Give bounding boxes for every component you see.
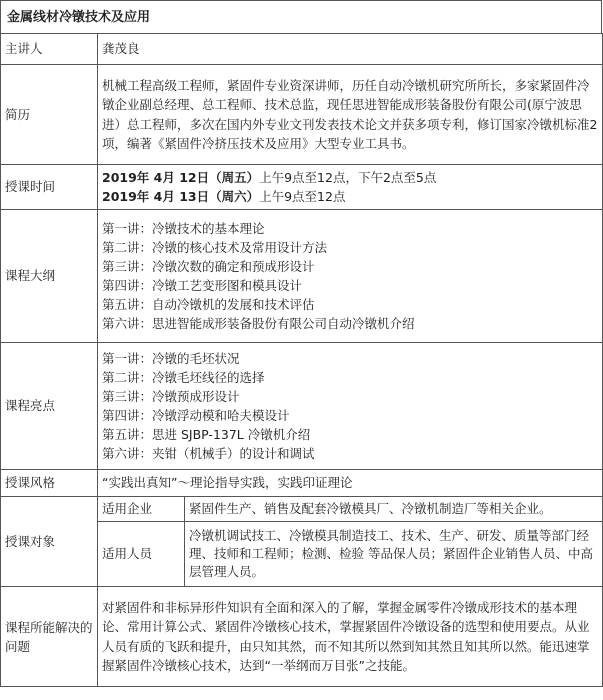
enterprises-value: 紧固件生产、销售及配套冷镦模具厂、冷镦机制造厂等相关企业。 xyxy=(185,497,603,522)
bio-row xyxy=(1,65,603,165)
audience-label: 授课对象 xyxy=(1,497,98,587)
page-title: 金属线材冷镦技术及应用 xyxy=(0,0,602,33)
speaker-label: 主讲人 xyxy=(1,34,98,65)
schedule-time: 上午9点至12点 xyxy=(259,189,346,204)
outline-row xyxy=(1,210,603,343)
solves-text: 对紧固件和非标异形件知识有全面和深入的了解，掌握金属零件冷镦成形技术的基本理论、常用计算公式、紧固件冷镦核心技术，掌握紧固件冷镦设备的选型和使用要点。从业人员有质的飞跃和提升，由只知其然，而不知其所以然到知其然且知其所以然。能迅速掌握紧固件冷镦核心技术，达到“一举纲而万目张”之技能。 xyxy=(98,587,603,687)
list-item: 第一讲：冷镦技术的基本理论 xyxy=(102,221,265,236)
list-item: 第三讲：冷镦次数的确定和预成形设计 xyxy=(102,259,315,274)
solves-label: 课程所能解决的问题 xyxy=(1,587,98,687)
highlights-list xyxy=(98,343,603,470)
speaker-name: 龚茂良 xyxy=(98,34,603,65)
list-item: 第五讲：思进 SJBP-137L 冷镦机介绍 xyxy=(102,427,311,442)
style-row xyxy=(1,470,603,497)
course-info-table xyxy=(0,33,603,687)
personnel-value: 冷镦机调试技工、冷镦模具制造技工、技术、生产、研发、质量等部门经理、技师和工程师；检测、检验 等品保人员；紧固件企业销售人员、中高层管理人员。 xyxy=(185,522,603,587)
solves-row xyxy=(1,587,603,687)
highlights-label: 课程亮点 xyxy=(1,343,98,470)
list-item: 第六讲：思进智能成形装备股份有限公司自动冷镦机介绍 xyxy=(102,316,415,331)
audience-enterprises-row xyxy=(1,497,603,522)
list-item: 第五讲：自动冷镦机的发展和技术评估 xyxy=(102,297,315,312)
personnel-label: 适用人员 xyxy=(98,522,185,587)
schedule-lines xyxy=(98,165,603,210)
speaker-row xyxy=(1,34,603,65)
enterprises-label: 适用企业 xyxy=(98,497,185,522)
schedule-row xyxy=(1,165,603,210)
highlights-row xyxy=(1,343,603,470)
list-item: 第四讲：冷镦工艺变形图和模具设计 xyxy=(102,278,303,293)
style-value: “实践出真知”～理论指导实践，实践印证理论 xyxy=(98,470,603,497)
schedule-line xyxy=(102,168,598,187)
style-label: 授课风格 xyxy=(1,470,98,497)
schedule-line xyxy=(102,187,598,206)
list-item: 第二讲：冷镦的核心技术及常用设计方法 xyxy=(102,240,328,255)
bio-text: 机械工程高级工程师，紧固件专业资深讲师，历任自动冷镦机研究所所长，多家紧固件冷镦企业副总经理、总工程师、技术总监，现任思进智能成形装备股份有限公司(原宁波思进）总工程师，多次在国内外专业文刊发表技术论文并获多项专利，修订国家冷镦机标准2项，编著《紧固件冷挤压技术及应用》大型专业工具书。 xyxy=(98,65,603,165)
list-item: 第四讲：冷镦浮动模和哈夫模设计 xyxy=(102,408,290,423)
outline-list xyxy=(98,210,603,343)
schedule-date: 2019年 4月 13日（周六） xyxy=(102,189,260,204)
list-item: 第一讲：冷镦的毛坯状况 xyxy=(102,351,240,366)
outline-label: 课程大纲 xyxy=(1,210,98,343)
schedule-date: 2019年 4月 12日（周五） xyxy=(102,170,260,185)
list-item: 第三讲：冷镦预成形设计 xyxy=(102,389,240,404)
list-item: 第六讲：夹钳（机械手）的设计和调试 xyxy=(102,446,315,461)
bio-label: 简历 xyxy=(1,65,98,165)
schedule-label: 授课时间 xyxy=(1,165,98,210)
schedule-time: 上午9点至12点，下午2点至5点 xyxy=(259,170,437,185)
list-item: 第二讲：冷镦毛坯线径的选择 xyxy=(102,370,265,385)
